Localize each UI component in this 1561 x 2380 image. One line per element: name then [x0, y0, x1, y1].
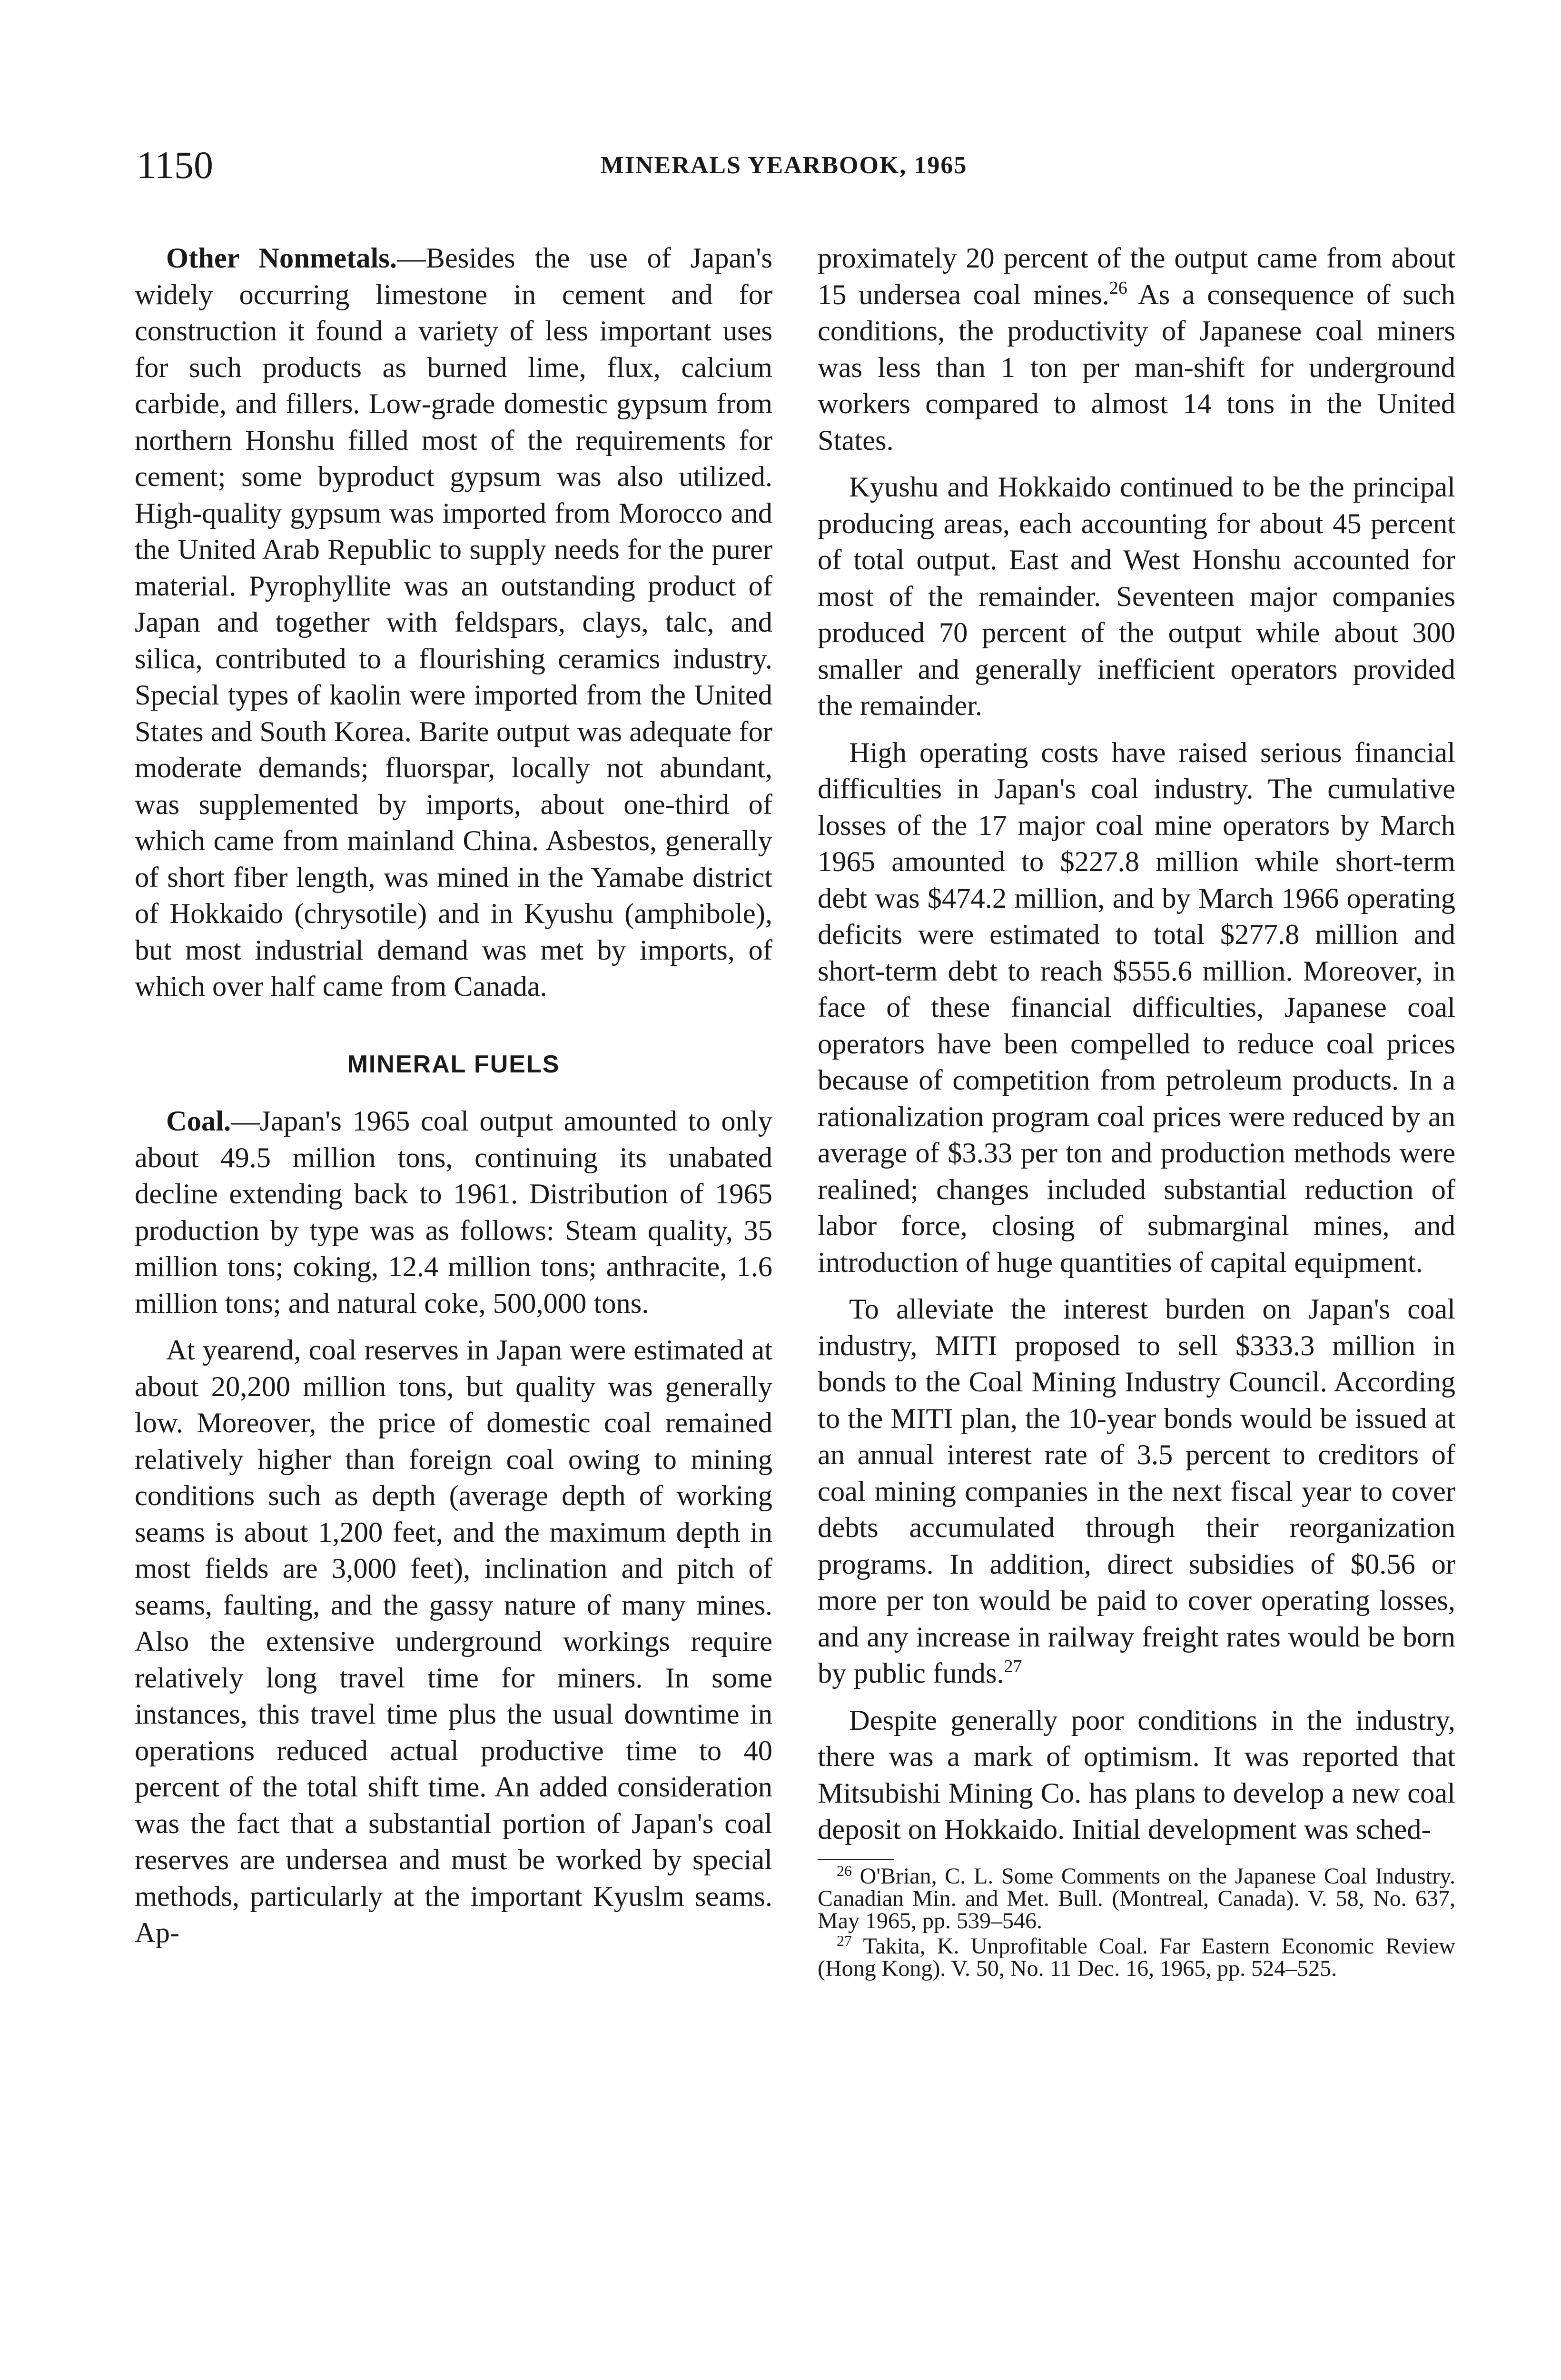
paragraph-text: As a consequence of such conditions, the productivity of Japanese coal miners was less than 1 ton per man-shift for underground workers compared to almost 14 tons in the United States.: [818, 278, 1455, 456]
paragraph-producing-areas: Kyushu and Hokkaido continued to be the principal producing areas, each accounting for about 45 percent of total output. East and West Honshu accounted for most of the remainder. Seventeen major companies produced 70 percent of the output while about 300 smaller and generally inefficient operators provided the remainder.: [818, 471, 1455, 722]
footnotes: [818, 1862, 1455, 1981]
footnote-rule: [818, 1859, 894, 1860]
footnote-mark: 27: [837, 1932, 852, 1949]
paragraph-text: To alleviate the interest burden on Japan's coal industry, MITI proposed to sell $333.3 million in bonds to the Coal Mining Industry Council. According to the MITI plan, the 10-year bonds would be issued at an annual interest rate of 3.5 percent to creditors of coal mining companies in the next fiscal year to cover debts accumulated through their reorganization programs. In addition, direct subsidies of $0.56 or more per ton would be paid to cover operating losses, and any increase in railway freight rates would be born by public funds.: [818, 1293, 1455, 1689]
run-in-heading: Coal.: [166, 1105, 231, 1137]
footnote-text: Takita, K. Unprofitable Coal. Far Eastern Economic Review (Hong Kong). V. 50, No. 11 Dec. 16, 1965, pp. 524–525.: [818, 1933, 1455, 1981]
paragraph-text: —Japan's 1965 coal output amounted to only about 49.5 million tons, continuing its unabated decline extending back to 1961. Distribution of 1965 production by type was as follows: Steam quality, 35 million tons; coking, 12.4 million tons; anthracite, 1.6 million tons; and natural coke, 500,000 tons.: [135, 1105, 772, 1319]
footnote-26: [818, 1862, 1455, 1934]
run-in-heading: Other Nonmetals.: [166, 242, 397, 274]
paragraph-miti-bonds: [818, 1291, 1455, 1692]
running-head: MINERALS YEARBOOK, 1965: [600, 152, 968, 179]
paragraph-reserves: At yearend, coal reserves in Japan were estimated at about 20,200 million tons, but quality was generally low. Moreover, the price of domestic coal remained relatively higher than foreign coal owing to mining conditions such as depth (average depth of working seams is about 1,200 feet, and the maximum depth in most fields are 3,000 feet), inclination and pitch of seams, faulting, and the gassy nature of many mines. Also the extensive underground workings require relatively long travel time for miners. In some instances, this travel time plus the usual downtime in operations reduced actual productive time to 40 percent of the total shift time. An added consideration was the fact that a substantial portion of Japan's coal reserves are undersea and must be worked by special methods, particularly at the important Kyuslm seams. Ap-: [135, 1334, 772, 1949]
footnote-text: O'Brian, C. L. Some Comments on the Japanese Coal Industry. Canadian Min. and Met. Bull. (Montreal, Canada). V. 58, No. 637, May 1965, pp. 539–546.: [818, 1863, 1455, 1934]
left-column: [135, 240, 772, 1962]
footnote-reference: 27: [1004, 1656, 1022, 1676]
footnote-reference: 26: [1109, 278, 1127, 298]
section-heading: MINERAL FUELS: [347, 1050, 560, 1078]
footnote-mark: 26: [837, 1862, 852, 1879]
paragraph-other-nonmetals: [135, 240, 772, 1005]
paragraph-text: —Besides the use of Japan's widely occurring limestone in cement and for construction it found a variety of less important uses for such products as burned lime, flux, calcium carbide, and fillers. Low-grade domestic gypsum from northern Honshu filled most of the requirements for cement; some byproduct gypsum was also utilized. High-quality gypsum was imported from Morocco and the United Arab Republic to supply needs for the purer material. Pyrophyllite was an outstanding product of Japan and together with feldspars, clays, talc, and silica, contributed to a flourishing ceramics industry. Special types of kaolin were imported from the United States and South Korea. Barite output was adequate for moderate demands; fluorspar, locally not abundant, was supplemented by imports, about one-third of which came from mainland China. Asbestos, generally of short fiber length, was mined in the Yamabe district of Hokkaido (chrysotile) and in Kyushu (amphibole), but most industrial demand was met by imports, of which over half came from Canada.: [135, 242, 773, 1002]
paragraph-continuation: [818, 240, 1455, 459]
right-column: [818, 240, 1455, 1983]
paragraph-coal: [135, 1103, 772, 1322]
paragraph-operating-costs: High operating costs have raised serious financial difficulties in Japan's coal industry. The cumulative losses of the 17 major coal mine operators by March 1965 amounted to $227.8 million while short-term debt was $474.2 million, and by March 1966 operating deficits were estimated to total $277.8 million and short-term debt to reach $555.6 million. Moreover, in face of these financial difficulties, Japanese coal operators have been compelled to reduce coal prices because of competition from petroleum products. In a rationalization program coal prices were reduced by an average of $3.33 per ton and production methods were realined; changes included substantial reduction of labor force, closing of submarginal mines, and introduction of huge quantities of capital equipment.: [818, 736, 1455, 1279]
paragraph-text: proximately 20 percent of the output came from about 15 undersea coal mines.: [818, 242, 1455, 311]
page-number: 1150: [137, 143, 213, 187]
page-header: [137, 143, 1431, 195]
footnote-27: [818, 1932, 1455, 1981]
paragraph-optimism: Despite generally poor conditions in the industry, there was a mark of optimism. It was reported that Mitsubishi Mining Co. has plans to develop a new coal deposit on Hokkaido. Initial development was sched-: [818, 1704, 1455, 1845]
